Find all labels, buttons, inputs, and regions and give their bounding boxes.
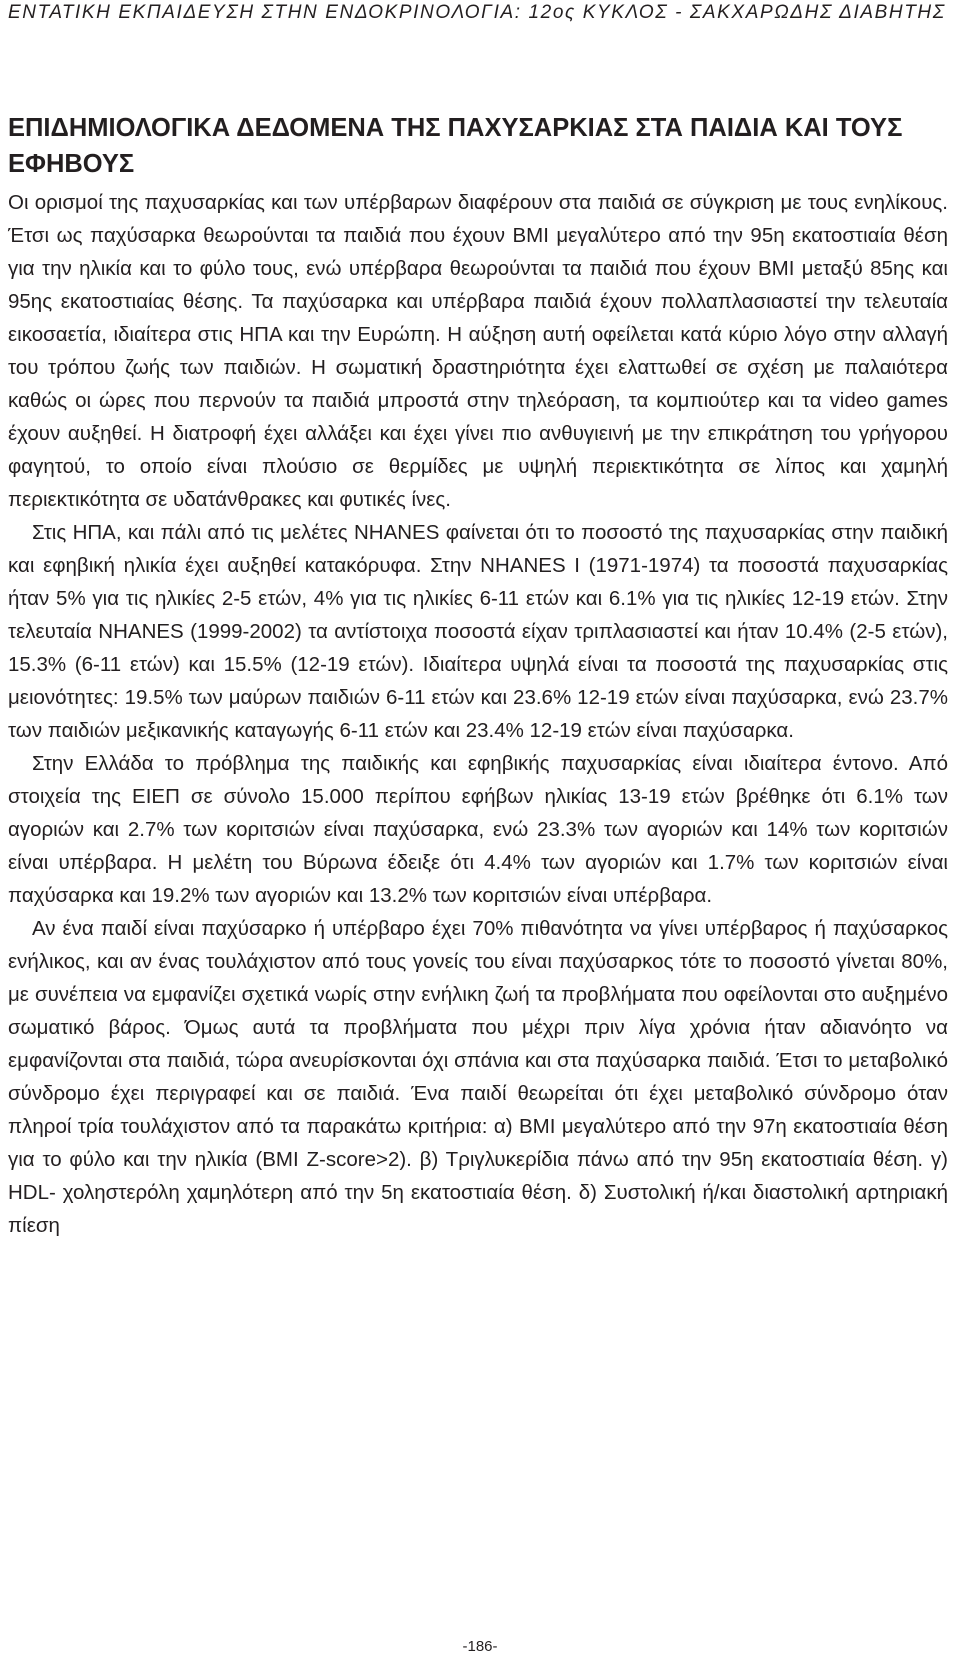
paragraph-metabolic-syndrome: Αν ένα παιδί είναι παχύσαρκο ή υπέρβαρο έχει 70% πιθανότητα να γίνει υπέρβαρος ή παχύσαρκος ενήλικος, και αν ένας τουλάχιστον από τους γονείς του είναι παχύσαρκος τότε το ποσοστό γίνεται 80%, με συνέπεια να εμφανίζει σχετικά νωρίς στην ενήλικη ζωή τα προβλήματα που οφείλονται στο αυξημένο σωματικό βάρος. Όμως αυτά τα προβλήματα που μέχρι πριν λίγα χρόνια ήταν αδιανόητο να εμφανίζονται στα παιδιά, τώρα ανευρίσκονται όχι σπάνια και στα παχύσαρκα παιδιά. Έτσι το μεταβολικό σύνδρομο έχει περιγραφεί και σε παιδιά. Ένα παιδί θεωρείται ότι έχει μεταβολικό σύνδρομο όταν πληροί τρία τουλάχιστον από τα παρακάτω κριτήρια: α) BMI μεγαλύτερο από την 97η εκατοστιαία θέση για το φύλο και την ηλικία (BMI Z-score>2). β) Τριγλυκερίδια πάνω από την 95η εκατοστιαία θέση. γ) HDL- χοληστερόλη χαμηλότερη από την 5η εκατοστιαία θέση. δ) Συστολική ή/και διαστολική αρτηριακή πίεση [8,917,948,1237]
paragraph-greece: Στην Ελλάδα το πρόβλημα της παιδικής και εφηβικής παχυσαρκίας είναι ιδιαίτερα έντονο. Από στοιχεία της ΕΙΕΠ σε σύνολο 15.000 περίπου εφήβων ηλικίας 13-19 ετών βρέθηκε ότι 6.1% των αγοριών και 2.7% των κοριτσιών είναι παχύσαρκα, ενώ 23.3% των αγοριών και 14% των κοριτσιών είναι υπέρβαρα. Η μελέτη του Βύρωνα έδειξε ότι 4.4% των αγοριών και 1.7% των κοριτσιών είναι παχύσαρκα και 19.2% των αγοριών και 13.2% των κοριτσιών είναι υπέρβαρα. [8,752,948,907]
section-title: ΕΠΙΔΗΜΙΟΛΟΓΙΚΑ ΔΕΔΟΜΕΝΑ ΤΗΣ ΠΑΧΥΣΑΡΚΙΑΣ ΣΤΑ ΠΑΙΔΙΑ ΚΑΙ ΤΟΥΣ ΕΦΗΒΟΥΣ [8,114,903,178]
running-header: ΕΝΤΑΤΙΚΗ ΕΚΠΑΙΔΕΥΣΗ ΣΤΗΝ ΕΝΔΟΚΡΙΝΟΛΟΓΙΑ: 12ος ΚΥΚΛΟΣ - ΣΑΚΧΑΡΩΔΗΣ ΔΙΑΒΗΤΗΣ [8,2,946,23]
body-text [8,186,948,1242]
paragraph-definitions: Οι ορισμοί της παχυσαρκίας και των υπέρβαρων διαφέρουν στα παιδιά σε σύγκριση με τους ενηλίκους. Έτσι ως παχύσαρκα θεωρούνται τα παιδιά που έχουν BMI μεγαλύτερο από την 95η εκατοστιαία θέση για την ηλικία και το φύλο τους, ενώ υπέρβαρα θεωρούνται τα παιδιά που έχουν BMI μεταξύ 85ης και 95ης εκατοστιαίας θέσης. Τα παχύσαρκα και υπέρβαρα παιδιά έχουν πολλαπλασιαστεί την τελευταία εικοσαετία, ιδιαίτερα στις ΗΠΑ και την Ευρώπη. Η αύξηση αυτή οφείλεται κατά κύριο λόγο στην αλλαγή του τρόπου ζωής των παιδιών. Η σωματική δραστηριότητα έχει ελαττωθεί σε σχέση με παλαιότερα καθώς οι ώρες που περνούν τα παιδιά μπροστά στην τηλεόραση, τα κομπιούτερ και τα video games έχουν αυξηθεί. Η διατροφή έχει αλλάξει και έχει γίνει πιο ανθυγιεινή με την επικράτηση του γρήγορου φαγητού, το οποίο είναι πλούσιο σε θερμίδες με υψηλή περιεκτικότητα σε λίπος και χαμηλή περιεκτικότητα σε υδατάνθρακες και φυτικές ίνες. [8,191,948,511]
paragraph-usa-nhanes: Στις ΗΠΑ, και πάλι από τις μελέτες NHANES φαίνεται ότι το ποσοστό της παχυσαρκίας στην παιδική και εφηβική ηλικία έχει αυξηθεί κατακόρυφα. Στην NHANES I (1971-1974) τα ποσοστά παχυσαρκίας ήταν 5% για τις ηλικίες 2-5 ετών, 4% για τις ηλικίες 6-11 ετών και 6.1% για τις ηλικίες 12-19 ετών. Στην τελευταία NHANES (1999-2002) τα αντίστοιχα ποσοστά είχαν τριπλασιαστεί και ήταν 10.4% (2-5 ετών), 15.3% (6-11 ετών) και 15.5% (12-19 ετών). Ιδιαίτερα υψηλά είναι τα ποσοστά της παχυσαρκίας στις μειονότητες: 19.5% των μαύρων παιδιών 6-11 ετών και 23.6% 12-19 ετών είναι παχύσαρκα, ενώ 23.7% των παιδιών μεξικανικής καταγωγής 6-11 ετών και 23.4% 12-19 ετών είναι παχύσαρκα. [8,521,948,742]
page-number: -186- [462,1638,498,1655]
